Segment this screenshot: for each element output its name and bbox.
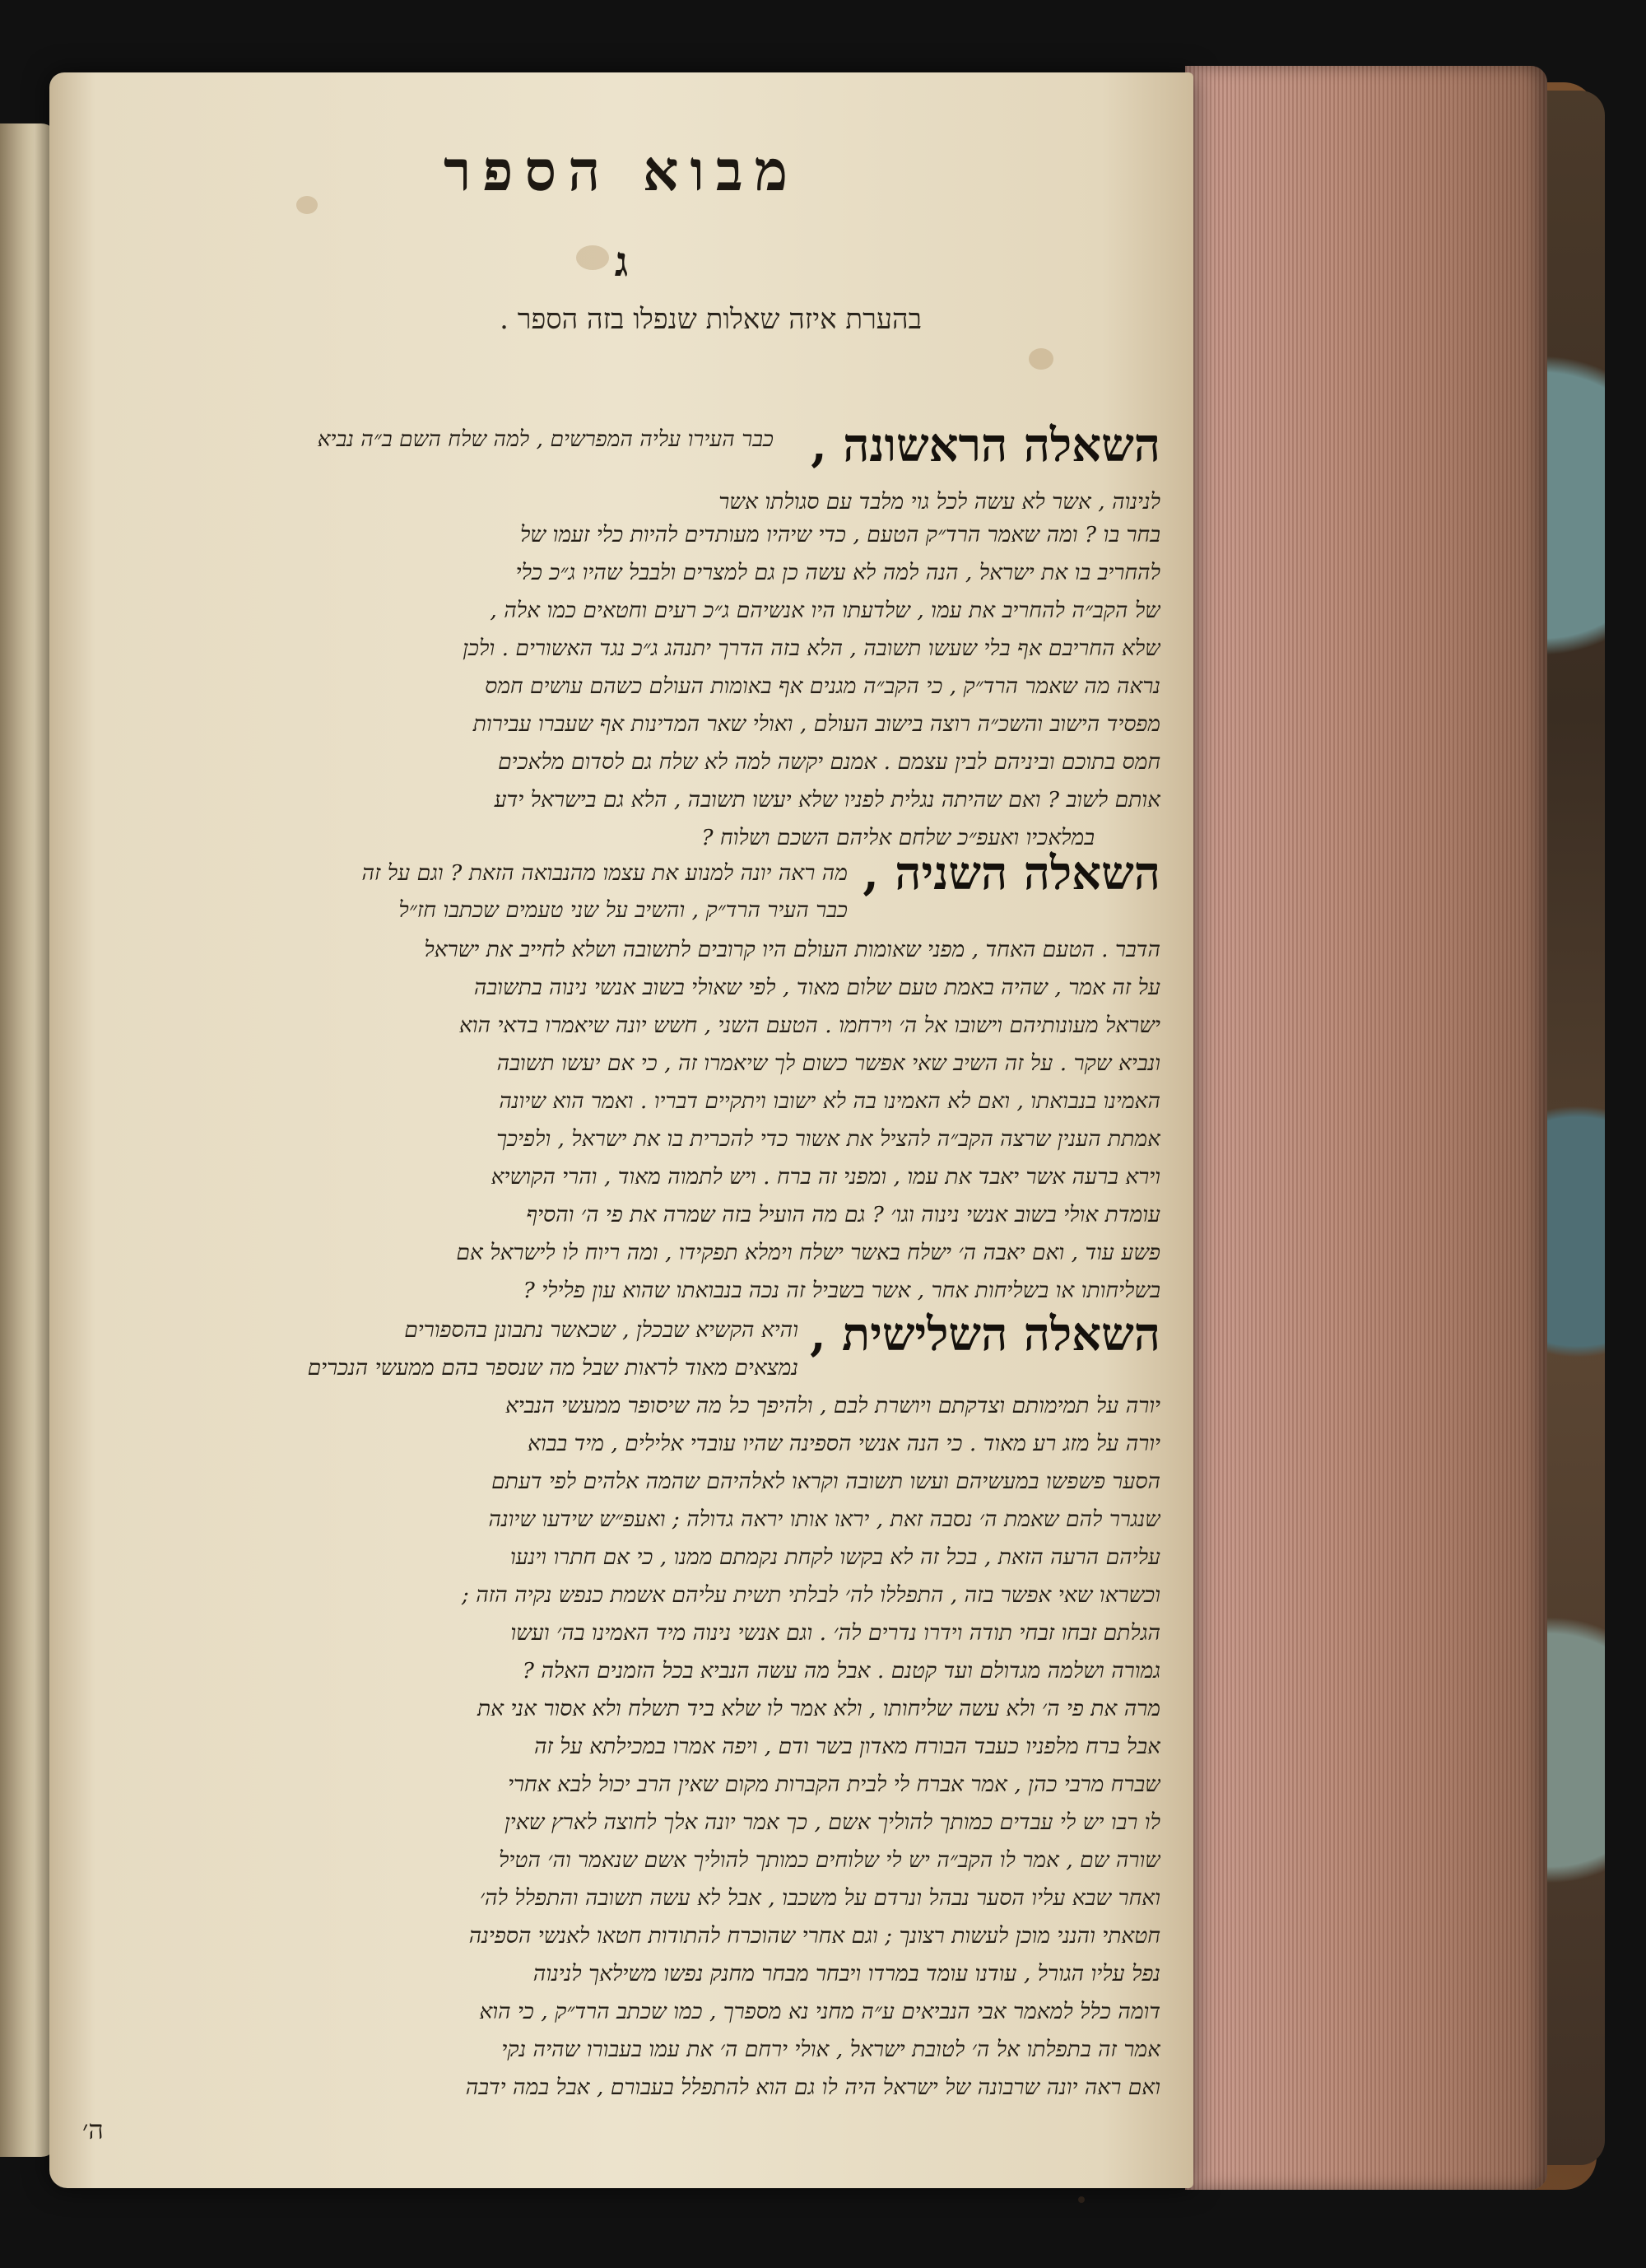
catchword: ה׳ xyxy=(82,2114,104,2145)
text-line: על זה אמר , שהיה באמת טעם שלום מאוד , לפי שאולי בשוב אנשי נינוה בתשובה xyxy=(473,975,1160,1000)
page-title: מבוא הספר xyxy=(444,138,799,204)
text-line: להחריב בו את ישראל , הנה למה לא עשה כן גם למצרים ולבבל שהיו ג״כ כלי xyxy=(515,560,1160,585)
text-line: אותם לשוב ? ואם שהיתה נגלית לפניו שלא יעשו תשובה , הלא גם בישראל ידע xyxy=(494,787,1160,813)
text-line: שברח מרבי כהן , אמר אברח לי לבית הקברות מקום שאין הרב יכול לבא אחרי xyxy=(508,1772,1160,1797)
text-line: נמצאים מאוד לראות שבל מה שנספר בהם ממעשי הנכרים xyxy=(307,1355,798,1381)
text-line: של הקב״ה להחריב את עמו , שלדעתו היו אנשיהם ג״כ רעים וחטאים כמו אלה , xyxy=(490,598,1160,623)
text-line: דומה כלל למאמר אבי הנביאים ע״ה מחני נא מספרך , כמו שכתב הרד״ק , כי הוא xyxy=(479,1999,1160,2024)
text-line: חמס בתוכם וביניהם לבין עצמם . אמנם יקשה למה לא שלח גם לסדום מלאכים xyxy=(498,749,1160,775)
text-line: כבר העירו עליה המפרשים , למה שלח השם ב״ה נביא xyxy=(317,426,774,452)
text-line: והיא הקשיא שבכלן , שכאשר נתבונן בהספורים xyxy=(404,1317,798,1343)
text-line: יורה על מזג רע מאוד . כי הנה אנשי הספינה שהיו עובדי אלילים , מיד בבוא xyxy=(527,1431,1160,1456)
text-line: הסער פשפשו במעשיהם ועשו תשובה וקראו לאלהיהם שהמה אלהים לפי דעתם xyxy=(491,1469,1160,1494)
text-line: עליהם הרעה הזאת , בכל זה לא בקשו לקחת נקמתם ממנו , כי אם חתרו וינעו xyxy=(509,1544,1160,1570)
section-title-third: השאלה השלישית , xyxy=(810,1307,1160,1362)
text-line: ואם ראה יונה שרבונה של ישראל היה לו גם הוא להתפלל בעבורם , אבל במה ידבה xyxy=(465,2075,1160,2100)
text-line: חטאתי והנני מוכן לעשות רצונך ; וגם אחרי שהוכרח להתודות חטאו לאנשי הספינה xyxy=(468,1923,1160,1949)
text-line: לו רבו יש לי עבדים כמותך להוליך אשם , כך אמר יונה אלך לחוצה לארץ שאין xyxy=(504,1809,1160,1835)
text-line: עומדת אולי בשוב אנשי נינוה וגו׳ ? גם מה הועיל בזה שמרה את פי ה׳ והסיף xyxy=(526,1202,1160,1227)
text-line: מה ראה יונה למנוע את עצמו מהנבואה הזאת ? וגם על זה xyxy=(361,860,848,886)
intro-line: בהערת איזה שאלות שנפלו בזה הספר . xyxy=(500,303,922,336)
text-line: האמינו בנבואתו , ואם לא האמינו בה לא ישובו ויתקיים דבריו . ואמר הוא שיונה xyxy=(499,1088,1160,1114)
section-title-second: השאלה השניה , xyxy=(863,846,1160,901)
text-line: וכשראו שאי אפשר בזה , התפללו לה׳ לבלתי תשית עליהם אשמת כנפש נקיה הזה ; xyxy=(461,1582,1160,1608)
text-line: הדבר . הטעם האחד , מפני שאומות העולם היו קרובים לתשובה ושלא לחייב את ישראל xyxy=(424,937,1160,962)
text-line: שנגרר להם שאמת ה׳ נסבה זאת , יראו אותו יראה גדולה ; ואעפ״ש שידעו שיונה xyxy=(488,1507,1160,1532)
folio-letter: ג xyxy=(614,237,629,286)
text-line: אבל ברח מלפניו כעבד הבורח מאדון בשר ודם , ויפה אמרו במכילתא על זה xyxy=(533,1734,1160,1759)
text-line: מפסיד הישוב והשכ״ה רוצה בישוב העולם , ואולי שאר המדינות אף שעברו עבירות xyxy=(472,711,1160,737)
text-line: ואחר שבא עליו הסער נבהל ונרדם על משכבו , אבל לא עשה תשובה והתפלל לה׳ xyxy=(479,1885,1160,1911)
text-line: בחר בו ? ומה שאמר הרד״ק הטעם , כדי שיהיו מעותדים להיות כלי זעמו של xyxy=(519,522,1160,547)
paper-stain xyxy=(1029,348,1053,370)
text-line: שורה שם , אמר לו הקב״ה יש לי שלוחים כמותך להוליך אשם שנאמר וה׳ הטיל xyxy=(499,1847,1160,1873)
text-line: אמתת הענין שרצה הקב״ה להציל את אשור כדי להכרית בו את ישראל , ולפיכך xyxy=(496,1126,1160,1152)
text-line: נפל עליו הגורל , עודנו עומד במרדו ויבחר מבחר מחנק נפשו משילאך לנינוה xyxy=(532,1961,1160,1986)
text-line: וירא ברעה אשר יאבד את עמו , ומפני זה ברח . ויש לתמוה מאוד , והרי הקושיא xyxy=(491,1164,1160,1190)
text-line: פשע עוד , ואם יאבה ה׳ ישלח באשר ישלח וימלא תפקידו , ומה ריוח לו לישראל אם xyxy=(456,1240,1160,1265)
page-block-edge xyxy=(1185,66,1547,2190)
text-line: יורה על תמימותם וצדקתם ויושרת לבם , ולהיפך כל מה שיסופר ממעשי הנביא xyxy=(504,1393,1160,1418)
text-line: ישראל מעונותיהם וישובו אל ה׳ וירחמו . הטעם השני , חשש יונה שיאמרו בדאי הוא xyxy=(458,1013,1160,1038)
text-line: נראה מה שאמר הרד״ק , כי הקב״ה מגנים אף באומות העולם כשהם עושים חמס xyxy=(485,673,1160,699)
text-line: ונביא שקר . על זה השיב שאי אפשר כשום לך שיאמרו זה , כי אם יעשו תשובה xyxy=(496,1050,1160,1076)
section-title-first: השאלה הראשונה , xyxy=(811,418,1160,473)
ink-dot xyxy=(1078,2196,1085,2203)
text-line: לנינוה , אשר לא עשה לכל גוי מלבד עם סגולתו אשר xyxy=(718,489,1160,515)
text-line: אמר זה בתפלתו אל ה׳ לטובת ישראל , אולי ירחם ה׳ את עמו בעבורו שהיה נקי xyxy=(501,2037,1160,2062)
text-line: מרה את פי ה׳ ולא עשה שליחותו , ולא אמר לו שלא ביד תשלח ולא אסור אני את xyxy=(477,1696,1160,1721)
text-line: שלא החריבם אף בלי שעשו תשובה , הלא בזה הדרך יתנהג ג״כ נגד האשורים . ולכן xyxy=(463,636,1160,661)
text-line: כבר העיר הרד״ק , והשיב על שני טעמים שכתבו חז״ל xyxy=(398,897,848,923)
text-line: גמורה ושלמה מגדולם ועד קטנם . אבל מה עשה הנביא בכל הזמנים האלה ? xyxy=(522,1658,1160,1684)
text-line: בשליחותו או בשליחות אחר , אשר בשביל זה נכה בנבואתו שהוא עון פלילי ? xyxy=(523,1278,1160,1303)
book-page xyxy=(49,72,1193,2188)
text-line: במלאכיו ואעפ״כ שלחם אליהם השכם ושלוח ? xyxy=(701,825,1095,850)
text-line: הגלתם זבחו זבחי תודה וידרו נדרים לה׳ . וגם אנשי נינוה מיד האמינו בה׳ ועשו xyxy=(510,1620,1160,1646)
